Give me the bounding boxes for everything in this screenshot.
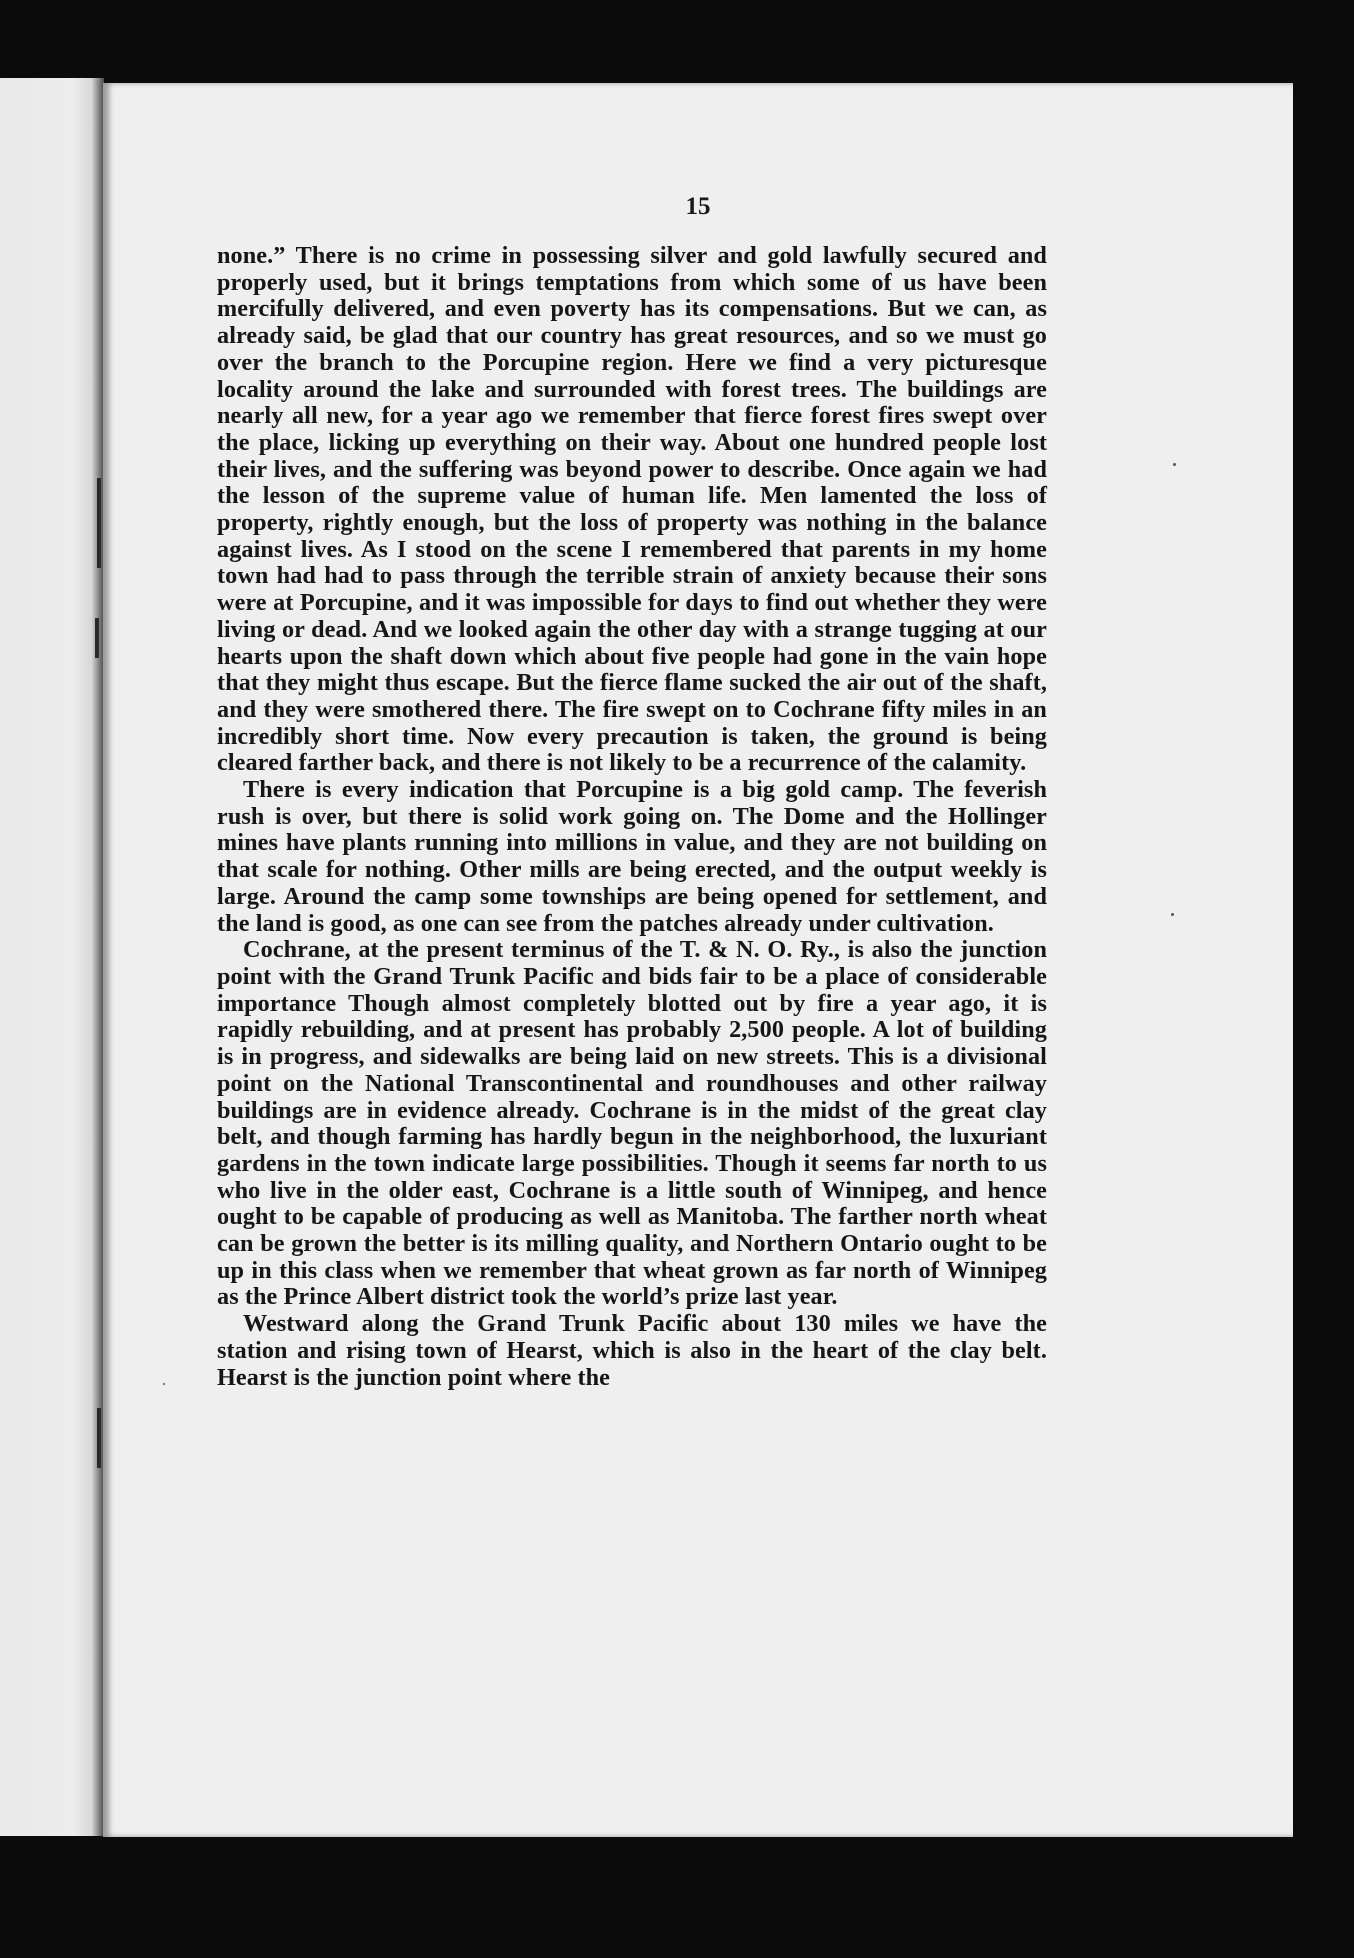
- facing-page-edge: [0, 78, 104, 1836]
- paragraph: There is every indication that Porcupine is a big gold camp. The feverish rush is over, but there is solid work going on. The Dome and the Hollinger mines have plants running into millions in value, and they are not building on that scale for nothing. Other mills are being erected, and the output weekly is large. Around the camp some townships are being opened for settlement, and the land is good, as one can see from the patches already under cultivation.: [217, 776, 1047, 937]
- paragraph: Cochrane, at the present terminus of the T. & N. O. Ry., is also the junction point with the Grand Trunk Pacific and bids fair to be a place of considerable importance Though almost completely blotted out by fire a year ago, it is rapidly rebuilding, and at present has probably 2,500 people. A lot of building is in progress, and sidewalks are being laid on new streets. This is a divisional point on the National Transcontinental and roundhouses and other railway buildings are in evidence already. Cochrane is in the midst of the great clay belt, and though farming has hardly begun in the neighborhood, the luxuriant gardens in the town indicate large possibilities. Though it seems far north to us who live in the older east, Cochrane is a little south of Winnipeg, and hence ought to be capable of producing as well as Manitoba. The farther north wheat can be grown the better is its milling quality, and Northern Ontario ought to be up in this class when we remember that wheat grown as far north of Winnipeg as the Prince Albert district took the world’s prize last year.: [217, 936, 1047, 1311]
- gutter-shadow: [95, 618, 99, 658]
- page-number: 15: [685, 193, 711, 220]
- paragraph: Westward along the Grand Trunk Pacific about 130 miles we have the station and rising town of Hearst, which is also in the heart of the clay belt. Hearst is the junction point where the: [217, 1310, 1047, 1391]
- paragraph: none.” There is no crime in possessing silver and gold lawfully secured and properly used, but it brings temptations from which some of us have been mercifully delivered, and even poverty has its compensations. But we can, as already said, be glad that our country has great resources, and so we must go over the branch to the Porcupine region. Here we find a very picturesque locality around the lake and surrounded with forest trees. The buildings are nearly all new, for a year ago we remember that fierce forest fires swept over the place, licking up everything on their way. About one hundred people lost their lives, and the suffering was beyond power to describe. Once again we had the lesson of the supreme value of human life. Men lamented the loss of property, rightly enough, but the loss of property was nothing in the balance against lives. As I stood on the scene I remembered that parents in my home town had had to pass through the terrible strain of anxiety because their sons were at Porcupine, and it was impossible for days to find out whether they were living or dead. And we looked again the other day with a strange tugging at our hearts upon the shaft down which about five people had gone in the vain hope that they might thus escape. But the fierce flame sucked the air out of the shaft, and they were smothered there. The fire swept on to Cochrane fifty miles in an incredibly short time. Now every precaution is taken, the ground is being cleared farther back, and there is not likely to be a recurrence of the calamity.: [217, 242, 1047, 777]
- paper-speck: [163, 1383, 165, 1385]
- body-text: [217, 243, 1047, 1391]
- scan-background: [1293, 120, 1354, 1958]
- paper-speck: [1171, 913, 1174, 916]
- gutter-shadow: [97, 1408, 101, 1468]
- paper-speck: [1173, 463, 1176, 466]
- book-page: [103, 83, 1293, 1837]
- gutter-shadow: [97, 478, 101, 568]
